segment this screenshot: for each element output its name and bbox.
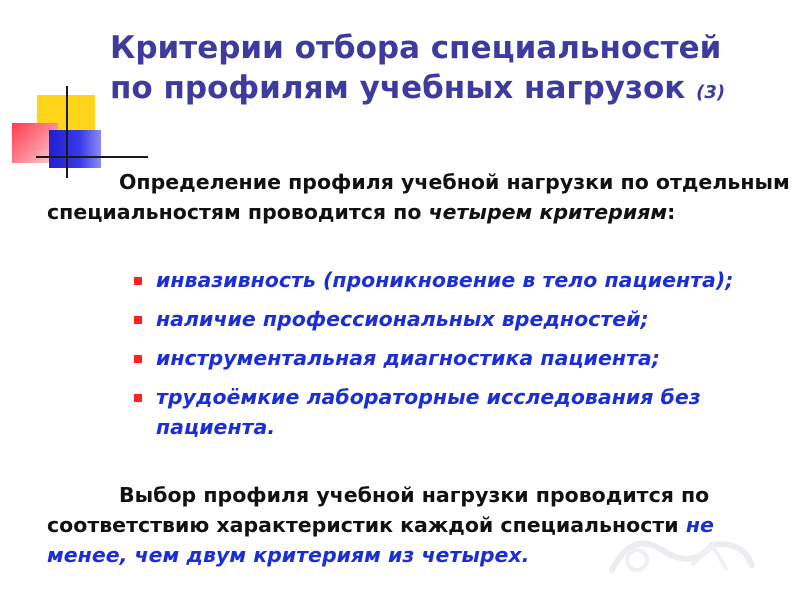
list-item bbox=[130, 382, 790, 442]
square-bullet-icon bbox=[134, 394, 142, 402]
square-bullet-icon bbox=[134, 316, 142, 324]
square-bullet-icon bbox=[134, 355, 142, 363]
decor-blue-square bbox=[49, 130, 101, 168]
square-bullet-icon bbox=[134, 277, 142, 285]
criterion-label: инструментальная диагностика пациента; bbox=[156, 346, 660, 370]
intro-text: Определение профиля учебной нагрузки по отдельным специальностям проводится по bbox=[47, 170, 790, 224]
list-item bbox=[130, 343, 790, 373]
intro-paragraph bbox=[47, 167, 792, 227]
ghost-watermark-icon bbox=[592, 520, 762, 590]
intro-italic: четырем критериям bbox=[428, 200, 668, 224]
criteria-list bbox=[130, 265, 790, 451]
criterion-label: трудоёмкие лабораторные исследования без пациента. bbox=[156, 385, 701, 439]
list-item bbox=[130, 265, 790, 295]
conclusion-text: Выбор профиля учебной нагрузки проводится по соответствию характеристик каждой специальности bbox=[47, 483, 710, 537]
slide-title bbox=[110, 28, 790, 113]
title-line-1: Критерии отбора специальностей bbox=[110, 30, 722, 66]
decor-vertical-line bbox=[66, 86, 68, 178]
list-item bbox=[130, 304, 790, 334]
title-suffix: (3) bbox=[696, 82, 726, 103]
title-line-2: по профилям учебных нагрузок bbox=[110, 70, 686, 106]
criterion-label: наличие профессиональных вредностей; bbox=[156, 307, 649, 331]
intro-colon: : bbox=[667, 200, 676, 224]
conclusion-highlight: не менее, чем двум критериям из четырех. bbox=[47, 513, 714, 567]
criterion-label: инвазивность (проникновение в тело пациента); bbox=[156, 268, 734, 292]
decor-horizontal-line bbox=[36, 156, 148, 158]
